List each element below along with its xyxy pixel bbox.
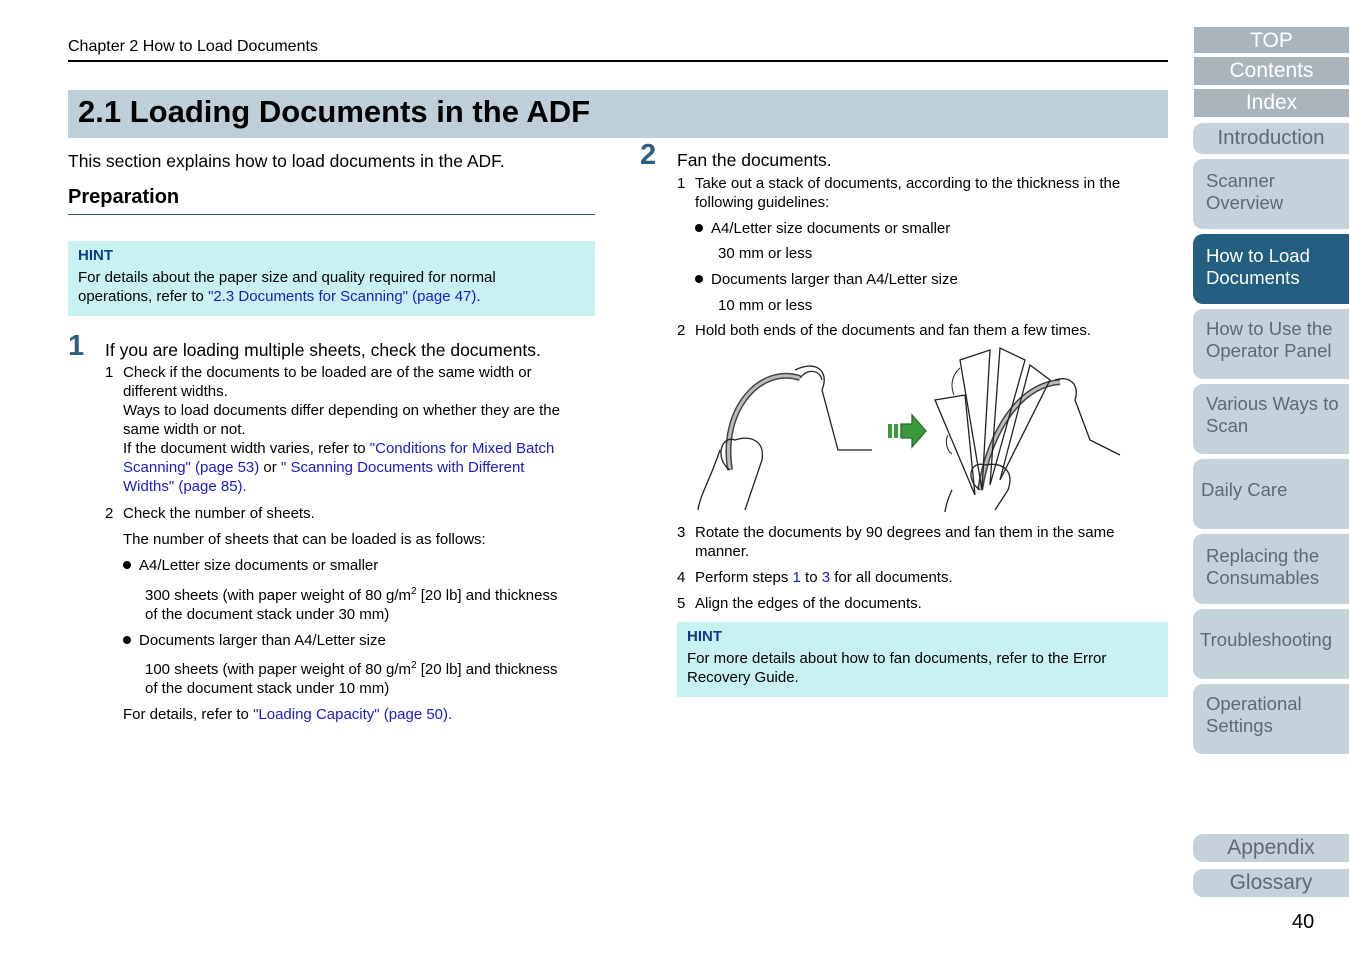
different-widths-link[interactable]: " Scanning Documents with Different (280, 459, 525, 476)
fan-substep-1: Take out a stack of documents, according to the thickness in the following guidelines: (695, 175, 1121, 211)
substep-number: 1 (677, 175, 686, 192)
fan-substep-3: Rotate the documents by 90 degrees and fan them in the same manner. (695, 524, 1115, 560)
fan-substep-2: Hold both ends of the documents and fan them a few times. (695, 322, 1092, 339)
bullet-larger-a4: Documents larger than A4/Letter size (123, 631, 386, 650)
intro-text: This section explains how to load documents in the ADF. (68, 151, 505, 171)
chapter-header: Chapter 2 How to Load Documents (68, 38, 318, 55)
nav-scanner-overview[interactable]: Scanner Overview (1193, 159, 1349, 229)
mixed-batch-link-cont[interactable]: Scanning" (page 53) (123, 459, 260, 476)
hint-text: For more details about how to fan documents, refer to the Error Recovery Guide. (687, 650, 1107, 686)
nav-operator-panel[interactable]: How to Use the Operator Panel (1193, 309, 1349, 379)
details-text: For details, refer to "Loading Capacity" (page 50). (123, 706, 453, 723)
preparation-heading: Preparation (68, 186, 180, 208)
nav-top-button[interactable]: TOP (1194, 27, 1349, 53)
nav-daily-care[interactable]: Daily Care (1193, 459, 1349, 529)
fan-substep-4: Perform steps 1 to 3 for all documents. (695, 569, 953, 586)
sheets-intro: The number of sheets that can be loaded is as follows: (123, 531, 486, 548)
hands-holding-stack-drawing (698, 366, 872, 510)
bullet-a4-smaller: A4/Letter size documents or smaller (123, 556, 378, 575)
nav-glossary[interactable]: Glossary (1193, 869, 1349, 897)
nav-replacing-consumables[interactable]: Replacing the Consumables (1193, 534, 1349, 604)
step-3-link[interactable]: 3 (821, 569, 831, 586)
header-divider (68, 60, 1168, 62)
substep-number: 5 (677, 595, 686, 612)
loading-capacity-link[interactable]: "Loading Capacity" (page 50) (253, 706, 449, 723)
nav-contents-button[interactable]: Contents (1194, 57, 1349, 85)
substep-1-text: Check if the documents to be loaded are of the same width or different widths. Ways to load documents differ depending on whether they are the same width or not. If the document width varies, refer to "Conditions for Mixed Batch Scanning" (page 53) or " Scanning Documents with Different Widths" (page 85). (123, 364, 560, 495)
fanned-stack-drawing (935, 348, 1120, 512)
substep-number: 4 (677, 569, 686, 586)
thickness-larger: 10 mm or less (718, 297, 813, 314)
documents-for-scanning-link[interactable]: "2.3 Documents for Scanning" (page 47) (208, 288, 477, 305)
substep-number: 2 (677, 322, 686, 339)
mixed-batch-link[interactable]: "Conditions for Mixed Batch (369, 440, 555, 457)
fan-substep-5: Align the edges of the documents. (695, 595, 922, 612)
nav-how-to-load-documents[interactable]: How to Load Documents (1193, 234, 1349, 304)
step-1-link[interactable]: 1 (792, 569, 801, 586)
page-number: 40 (1292, 911, 1315, 933)
different-widths-link-cont[interactable]: Widths" (page 85) (123, 478, 243, 495)
nav-troubleshooting[interactable]: Troubleshooting (1193, 609, 1349, 679)
nav-operational-settings[interactable]: Operational Settings (1193, 684, 1349, 754)
hint-text-line2: operations, refer to (78, 288, 209, 305)
green-arrow-icon (888, 415, 926, 447)
bullet-a4-smaller: A4/Letter size documents or smaller (695, 219, 950, 238)
nav-introduction[interactable]: Introduction (1193, 123, 1349, 154)
fanning-illustration (690, 340, 1130, 515)
hint-heading: HINT (687, 628, 722, 645)
thickness-a4: 30 mm or less (718, 245, 813, 262)
hint-text-line1: For details about the paper size and quality required for normal (78, 269, 496, 286)
title-bar (68, 90, 1168, 138)
hint-text: For details about the paper size and quality required for normal operations, refer to "2.3 Documents for Scanning" (page 47). (78, 269, 496, 305)
substep-number: 2 (105, 505, 114, 522)
substep-number: 1 (105, 364, 114, 381)
substep-number: 3 (677, 524, 686, 541)
substep-2-title: Check the number of sheets. (123, 505, 315, 522)
step-1-title: If you are loading multiple sheets, check the documents. (105, 340, 541, 360)
step-2-title: Fan the documents. (677, 150, 832, 170)
nav-index-button[interactable]: Index (1194, 89, 1349, 117)
nav-appendix[interactable]: Appendix (1193, 834, 1349, 862)
bullet-larger-a4: Documents larger than A4/Letter size (695, 270, 958, 289)
hint-box-1 (68, 241, 595, 316)
preparation-underline (68, 214, 595, 215)
hint-heading: HINT (78, 247, 113, 264)
capacity-larger: 100 sheets (with paper weight of 80 $g/m^2$ [20 lb] and thickness of the document stack under 10 mm) (145, 660, 558, 697)
step-number-1: 1 (68, 330, 85, 362)
nav-various-ways-to-scan[interactable]: Various Ways to Scan (1193, 384, 1349, 454)
page-title: 2.1 Loading Documents in the ADF (78, 94, 591, 129)
step-number-2: 2 (640, 139, 657, 171)
capacity-a4: 300 sheets (with paper weight of 80 $g/m^2$ [20 lb] and thickness of the document stack under 30 mm) (145, 586, 558, 623)
hint-box-2 (677, 622, 1168, 697)
